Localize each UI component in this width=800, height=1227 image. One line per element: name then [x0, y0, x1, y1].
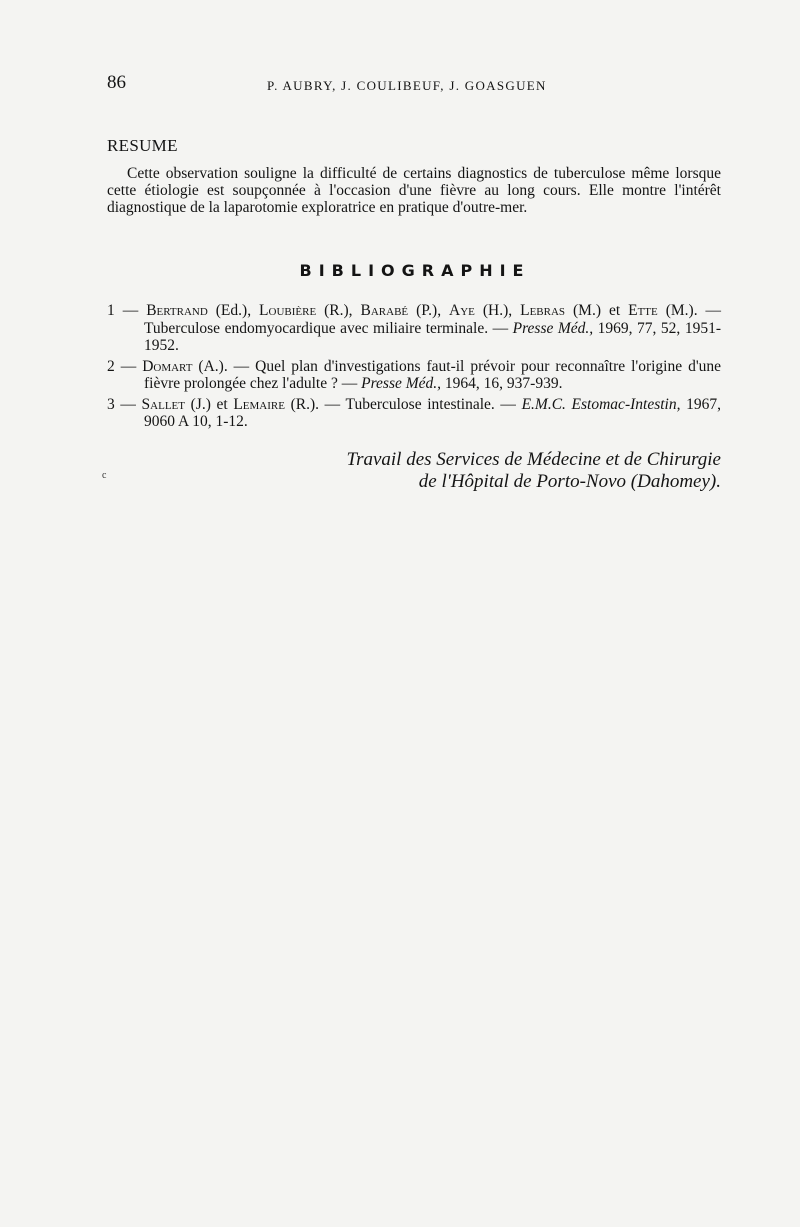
- reference-details: 1969, 77, 52, 1951-1952.: [144, 319, 721, 354]
- reference-text: (A.). — Quel plan d'investigations faut-il prévoir pour reconnaître l'origine d'une fièvre prolongée chez l'adulte ? —: [144, 357, 721, 392]
- reference-author: Lebras: [520, 302, 566, 319]
- reference-text: (Ed.),: [207, 302, 260, 319]
- reference-author: Sallet: [141, 395, 185, 413]
- page-number: 86: [107, 72, 126, 93]
- reference-item-2: [107, 358, 721, 393]
- reference-details: 1964, 16, 937-939.: [441, 375, 563, 392]
- reference-item-1: [107, 302, 721, 355]
- reference-author: Bertrand: [146, 302, 208, 319]
- reference-journal: Presse Méd.,: [361, 375, 442, 392]
- page-header: [107, 72, 727, 96]
- running-head-authors: P. AUBRY, J. COULIBEUF, J. GOASGUEN: [267, 78, 547, 93]
- reference-text: (P.),: [408, 302, 450, 319]
- reference-number: 3 —: [107, 395, 136, 413]
- reference-text: (J.) et: [184, 395, 234, 413]
- reference-text: (M.) et: [565, 302, 629, 319]
- reference-author: Domart: [142, 357, 193, 375]
- reference-author: Lemaire: [233, 395, 285, 413]
- reference-list: [107, 302, 721, 434]
- reference-text: (R.). — Tuberculose intestinale. —: [284, 395, 522, 413]
- reference-text: (H.),: [474, 302, 521, 319]
- reference-journal: E.M.C. Estomac-Intestin,: [521, 395, 681, 413]
- reference-item-3: [107, 396, 721, 431]
- affiliation-line-1: Travail des Services de Médecine et de Chirurgie: [346, 449, 721, 470]
- reference-text: (R.),: [316, 302, 361, 319]
- resume-paragraph: Cette observation souligne la difficulté de certains diagnostics de tuberculose même lorsque cette étiologie est soupçonnée à l'occasion d'une fièvre au long cours. Elle montre l'intérêt diagnostique de la laparotomie exploratrice en pratique d'outre-mer.: [107, 165, 721, 216]
- reference-author: Loubière: [259, 302, 317, 319]
- reference-number: 2 —: [107, 357, 137, 375]
- resume-heading: RESUME: [107, 136, 178, 155]
- reference-journal: Presse Méd.,: [512, 319, 594, 337]
- stray-print-mark: c: [102, 470, 107, 481]
- affiliation-line-2: de l'Hôpital de Porto-Novo (Dahomey).: [418, 471, 721, 492]
- reference-author: Ette: [628, 302, 658, 319]
- reference-details: 1967, 9060 A 10, 1-12.: [144, 395, 721, 430]
- reference-author: Aye: [449, 302, 475, 319]
- reference-author: Barabé: [360, 302, 409, 319]
- reference-number: 1 —: [107, 302, 139, 319]
- bibliography-heading: BIBLIOGRAPHIE: [299, 261, 531, 280]
- affiliation-note: [300, 449, 721, 493]
- reference-text: (M.). — Tuberculose endomyocardique avec miliaire terminale. —: [144, 302, 722, 337]
